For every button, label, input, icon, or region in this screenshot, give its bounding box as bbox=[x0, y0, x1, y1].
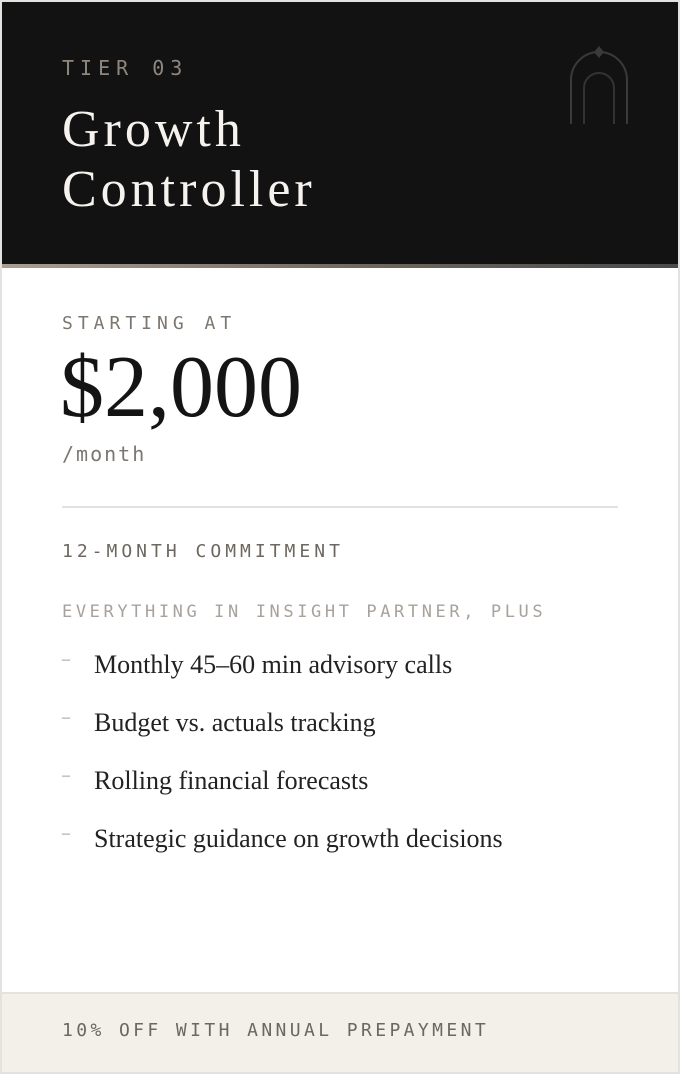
plan-title-line-1: Growth bbox=[62, 101, 245, 158]
commitment-term: 12-MONTH COMMITMENT bbox=[62, 541, 344, 562]
feature-text: Budget vs. actuals tracking bbox=[94, 708, 376, 737]
plan-title bbox=[62, 100, 316, 220]
dash-bullet-icon: – bbox=[62, 825, 70, 842]
feature-text: Monthly 45–60 min advisory calls bbox=[94, 650, 453, 679]
dash-bullet-icon: – bbox=[62, 651, 70, 668]
card-header bbox=[2, 2, 678, 268]
feature-item bbox=[62, 762, 503, 820]
features-intro: EVERYTHING IN INSIGHT PARTNER, PLUS bbox=[62, 602, 547, 622]
feature-item bbox=[62, 704, 503, 762]
feature-item bbox=[62, 646, 503, 704]
header-accent-rule bbox=[2, 264, 678, 268]
plan-title-line-2: Controller bbox=[62, 161, 316, 218]
dash-bullet-icon: – bbox=[62, 709, 70, 726]
price-period: /month bbox=[62, 442, 147, 466]
tier-label: TIER 03 bbox=[62, 56, 189, 80]
price-amount: $2,000 bbox=[60, 339, 302, 436]
dash-bullet-icon: – bbox=[62, 767, 70, 784]
feature-list bbox=[62, 646, 503, 878]
feature-text: Strategic guidance on growth decisions bbox=[94, 824, 503, 853]
feature-text: Rolling financial forecasts bbox=[94, 766, 369, 795]
feature-item bbox=[62, 820, 503, 878]
starting-at-label: STARTING AT bbox=[62, 313, 237, 334]
section-divider bbox=[62, 506, 618, 508]
arch-icon bbox=[564, 42, 634, 128]
card-footer bbox=[2, 992, 678, 1074]
prepayment-discount-note: 10% OFF WITH ANNUAL PREPAYMENT bbox=[62, 1020, 490, 1041]
